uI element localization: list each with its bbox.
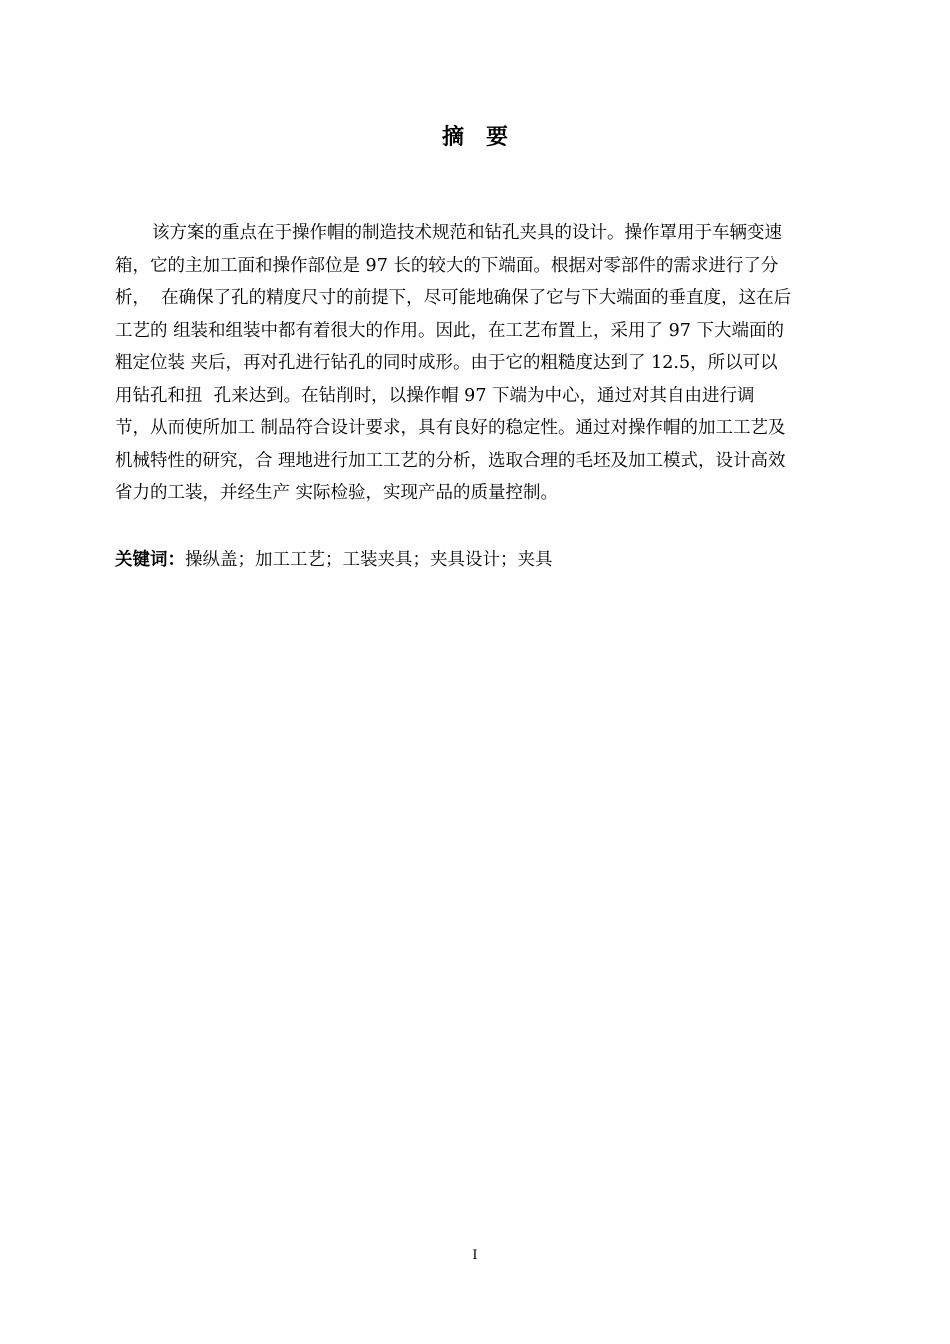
keywords-text: 操纵盖；加工工艺；工装夹具；夹具设计；夹具 [185,550,553,570]
abstract-line: 用钻孔和扭 孔来达到。在钻削时，以操作帽 97 下端为中心，通过对其自由进行调 [115,385,755,406]
abstract-line: 箱，它的主加工面和操作部位是 97 长的较大的下端面。根据对零部件的需求进行了分 [115,255,779,276]
abstract-line: 工艺的 组装和组装中都有着很大的作用。因此，在工艺布置上，采用了 97 下大端面的 [115,320,784,341]
abstract-line: 节，从而使所加工 制品符合设计要求，具有良好的稳定性。通过对操作帽的加工工艺及 [115,418,786,438]
abstract-body [115,217,850,510]
keywords-label: 关键词： [115,550,185,570]
page-number: I [472,1248,478,1263]
abstract-line: 粗定位装 夹后，再对孔进行钻孔的同时成形。由于它的粗糙度达到了 12.5，所以可以 [115,353,778,373]
abstract-line: 机械特性的研究，合 理地进行加工工艺的分析，选取合理的毛坯及加工模式，设计高效 [115,450,786,471]
keywords [115,545,850,575]
page-title: 摘要 [441,125,530,150]
abstract-line: 省力的工装，并经生产 实际检验，实现产品的质量控制。 [115,483,559,503]
abstract-line: 析， 在确保了孔的精度尺寸的前提下，尽可能地确保了它与下大端面的垂直度，这在后 [115,288,792,308]
abstract-line: 该方案的重点在于操作帽的制造技术规范和钻孔夹具的设计。操作罩用于车辆变速 [152,223,782,243]
